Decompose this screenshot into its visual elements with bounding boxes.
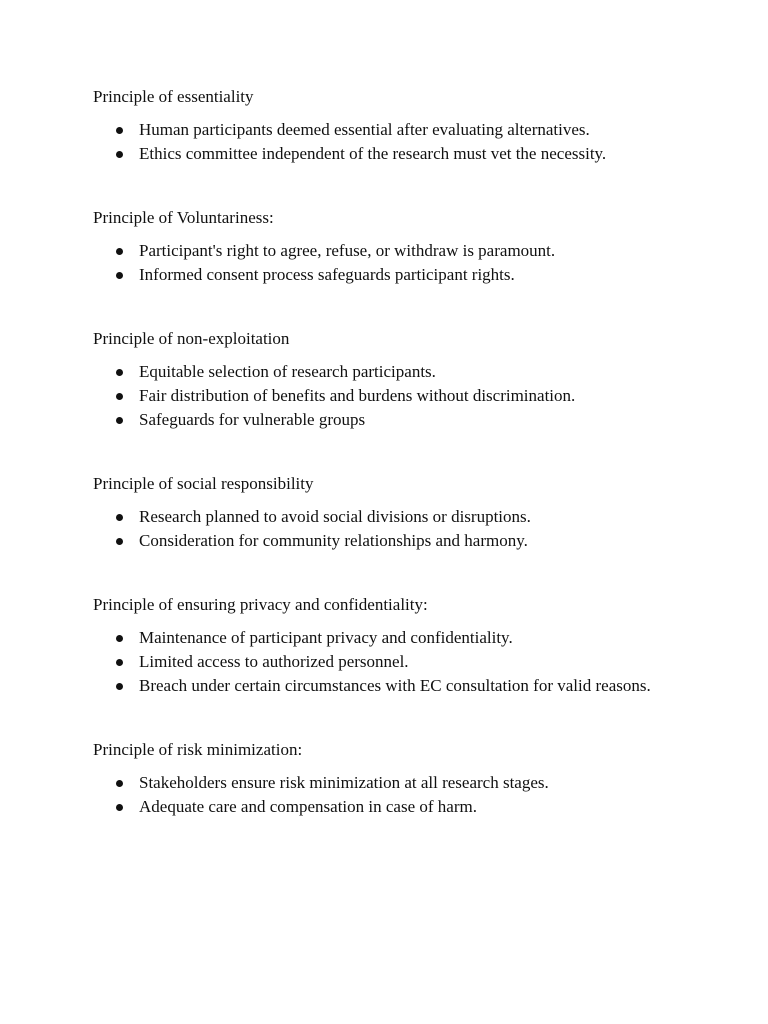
bullet-icon <box>116 804 123 811</box>
bullet-list <box>93 361 683 431</box>
list-item <box>93 651 683 673</box>
list-item <box>93 506 683 528</box>
spacer <box>93 554 683 594</box>
list-item <box>93 119 683 141</box>
section-heading: Principle of risk minimization: <box>93 740 303 759</box>
list-item-text: Adequate care and compensation in case of harm. <box>139 797 477 816</box>
section-social-responsibility <box>93 473 683 552</box>
section-heading: Principle of essentiality <box>93 87 254 106</box>
spacer <box>93 167 683 207</box>
list-item <box>93 361 683 383</box>
document-page <box>93 86 683 820</box>
bullet-list <box>93 506 683 552</box>
list-item-text: Equitable selection of research participants. <box>139 362 436 381</box>
bullet-icon <box>116 683 123 690</box>
bullet-icon <box>116 151 123 158</box>
list-item-text: Fair distribution of benefits and burdens without discrimination. <box>139 386 576 405</box>
list-item <box>93 675 683 697</box>
list-item <box>93 143 683 165</box>
bullet-list <box>93 240 683 286</box>
list-item-text: Human participants deemed essential after evaluating alternatives. <box>139 120 590 139</box>
section-heading: Principle of Voluntariness: <box>93 208 274 227</box>
list-item-text: Limited access to authorized personnel. <box>139 652 409 671</box>
list-item-text: Safeguards for vulnerable groups <box>139 410 366 429</box>
bullet-icon <box>116 417 123 424</box>
list-item-text: Breach under certain circumstances with EC consultation for valid reasons. <box>139 676 651 695</box>
bullet-icon <box>116 659 123 666</box>
list-item-text: Ethics committee independent of the research must vet the necessity. <box>139 144 607 163</box>
list-item <box>93 796 683 818</box>
list-item <box>93 385 683 407</box>
section-risk-minimization <box>93 739 683 818</box>
bullet-icon <box>116 393 123 400</box>
section-privacy-confidentiality <box>93 594 683 697</box>
list-item-text: Research planned to avoid social divisions or disruptions. <box>139 507 531 526</box>
bullet-icon <box>116 369 123 376</box>
list-item <box>93 772 683 794</box>
list-item-text: Stakeholders ensure risk minimization at all research stages. <box>139 773 549 792</box>
section-heading: Principle of social responsibility <box>93 474 314 493</box>
list-item <box>93 530 683 552</box>
list-item <box>93 627 683 649</box>
list-item-text: Maintenance of participant privacy and confidentiality. <box>139 628 513 647</box>
bullet-icon <box>116 514 123 521</box>
bullet-icon <box>116 272 123 279</box>
list-item <box>93 240 683 262</box>
section-voluntariness <box>93 207 683 286</box>
bullet-list <box>93 119 683 165</box>
bullet-icon <box>116 127 123 134</box>
section-heading: Principle of ensuring privacy and confidentiality: <box>93 595 428 614</box>
section-essentiality <box>93 86 683 165</box>
list-item-text: Consideration for community relationships and harmony. <box>139 531 528 550</box>
section-non-exploitation <box>93 328 683 431</box>
bullet-list <box>93 627 683 697</box>
spacer <box>93 699 683 739</box>
spacer <box>93 433 683 473</box>
bullet-icon <box>116 538 123 545</box>
list-item-text: Informed consent process safeguards participant rights. <box>139 265 515 284</box>
list-item <box>93 264 683 286</box>
section-heading: Principle of non-exploitation <box>93 329 290 348</box>
bullet-list <box>93 772 683 818</box>
bullet-icon <box>116 780 123 787</box>
bullet-icon <box>116 248 123 255</box>
list-item <box>93 409 683 431</box>
spacer <box>93 288 683 328</box>
bullet-icon <box>116 635 123 642</box>
list-item-text: Participant's right to agree, refuse, or withdraw is paramount. <box>139 241 556 260</box>
